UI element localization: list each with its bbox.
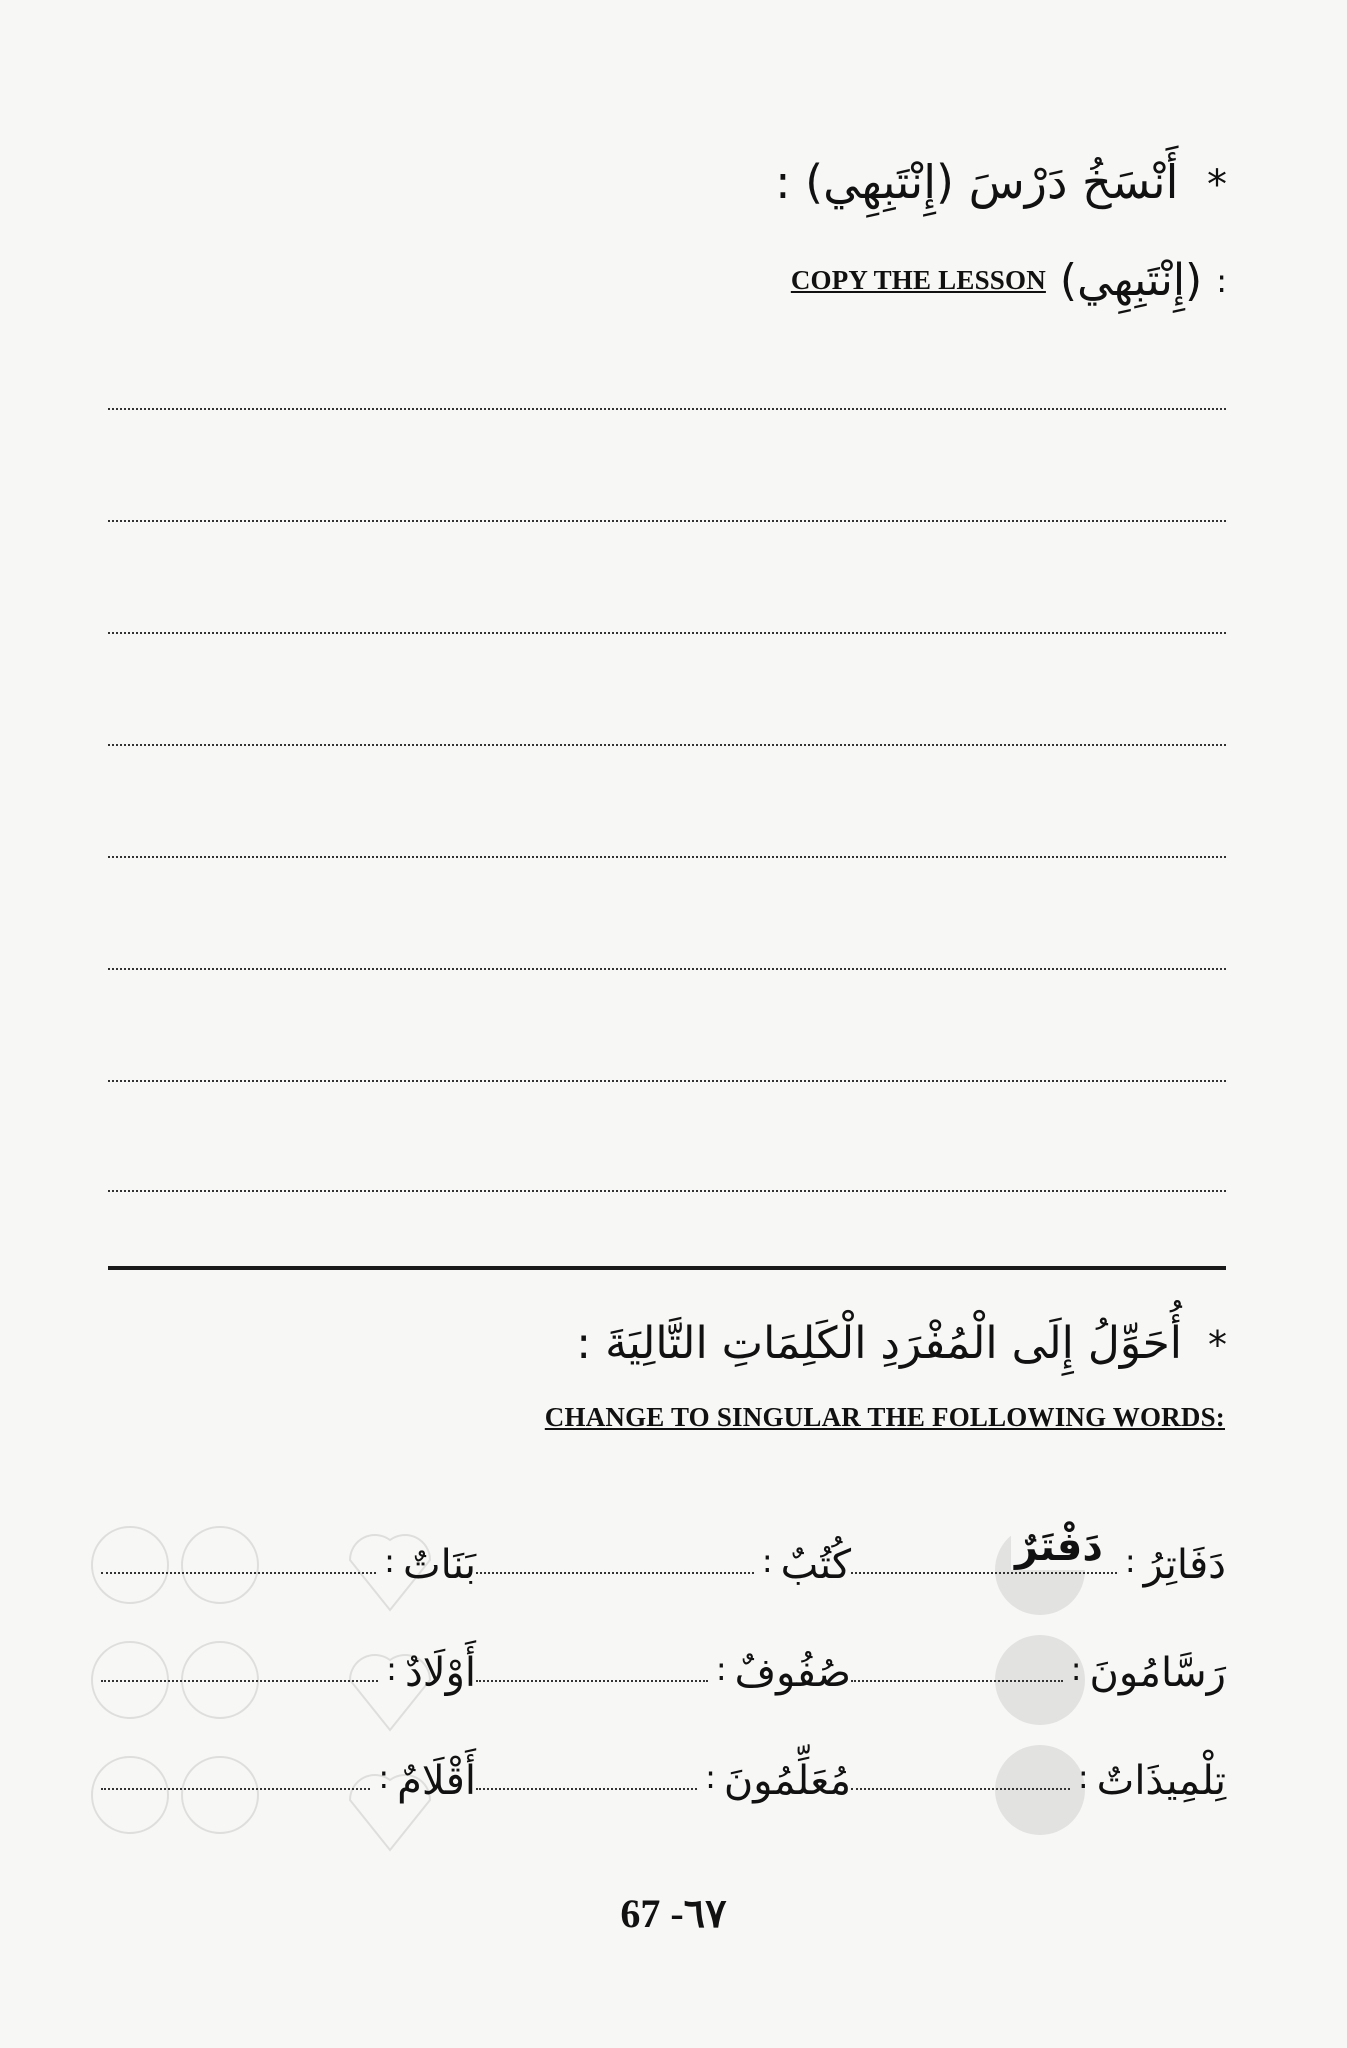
item-colon: : (378, 1758, 390, 1796)
section2-title-text: أُحَوِّلُ إِلَى الْمُفْرَدِ الْكَلِمَاتِ التَّالِيَةَ : (576, 1318, 1182, 1369)
section1-star: * (1207, 162, 1227, 208)
plural-word: بَنَاتٌ (402, 1542, 476, 1588)
copy-line-7[interactable] (108, 1080, 1226, 1082)
exercise-item (101, 1734, 476, 1804)
item-colon: : (705, 1758, 716, 1796)
copy-line-8[interactable] (108, 1190, 1226, 1192)
item-colon: : (1077, 1758, 1089, 1796)
exercise-row (100, 1734, 1226, 1804)
plural-word: رَسَّامُونَ (1089, 1650, 1226, 1696)
section2-title (576, 1318, 1227, 1369)
answer-field[interactable] (476, 1571, 754, 1574)
exercise-item (476, 1734, 851, 1804)
section2-subtitle: CHANGE TO SINGULAR THE FOLLOWING WORDS: (544, 1402, 1225, 1432)
item-colon: : (1070, 1650, 1082, 1688)
answer-field[interactable] (101, 1679, 378, 1682)
answer-field[interactable] (101, 1787, 370, 1790)
answer-field[interactable] (101, 1571, 376, 1574)
exercise-item (101, 1626, 476, 1696)
copy-line-1[interactable] (108, 408, 1226, 410)
section1-title-text: أَنْسَخُ دَرْسَ (إِنْتَبِهِي) : (775, 155, 1179, 209)
copy-line-3[interactable] (108, 632, 1226, 634)
plural-word: تِلْمِيذَاتٌ (1096, 1758, 1226, 1804)
section-divider (108, 1266, 1226, 1270)
exercise-item (851, 1626, 1226, 1696)
copy-line-6[interactable] (108, 968, 1226, 970)
plural-word: دَفَاتِرُ (1143, 1542, 1226, 1588)
item-colon: : (761, 1542, 773, 1580)
plural-word: مُعَلِّمُونَ (723, 1758, 851, 1804)
section2-star: * (1208, 1323, 1227, 1367)
answer-field[interactable] (851, 1787, 1070, 1790)
plural-word: أَوْلَادٌ (404, 1650, 476, 1696)
section1-sub-english: COPY THE LESSON (790, 265, 1046, 295)
item-colon: : (386, 1650, 397, 1688)
answer-field[interactable] (476, 1679, 708, 1682)
answer-text: دَفْتَرٌ (1011, 1524, 1107, 1570)
item-colon: : (384, 1542, 395, 1580)
exercise-item (851, 1518, 1226, 1588)
plural-word: كُتُبٌ (780, 1542, 851, 1588)
answer-field[interactable] (851, 1524, 1117, 1574)
item-colon: : (1124, 1542, 1136, 1580)
exercise-row (100, 1518, 1226, 1588)
copy-line-4[interactable] (108, 744, 1226, 746)
section1-sub-colon: : (1216, 261, 1227, 300)
exercise-item (101, 1518, 476, 1588)
exercise-item (476, 1626, 851, 1696)
exercise-item (851, 1734, 1226, 1804)
section1-sub-arabic: (إِنْتَبِهِي) (1059, 255, 1203, 306)
plural-word: صُفُوفٌ (734, 1650, 851, 1696)
page-number: 67 -٦٧ (620, 1891, 727, 1936)
copy-line-5[interactable] (108, 856, 1226, 858)
copy-line-2[interactable] (108, 520, 1226, 522)
plural-word: أَقْلَامٌ (397, 1758, 476, 1804)
exercise-row (100, 1626, 1226, 1696)
answer-field[interactable] (476, 1787, 697, 1790)
item-colon: : (715, 1650, 727, 1688)
exercise-item (476, 1518, 851, 1588)
section1-subtitle (791, 255, 1227, 306)
section1-title (775, 155, 1227, 209)
answer-field[interactable] (851, 1679, 1063, 1682)
